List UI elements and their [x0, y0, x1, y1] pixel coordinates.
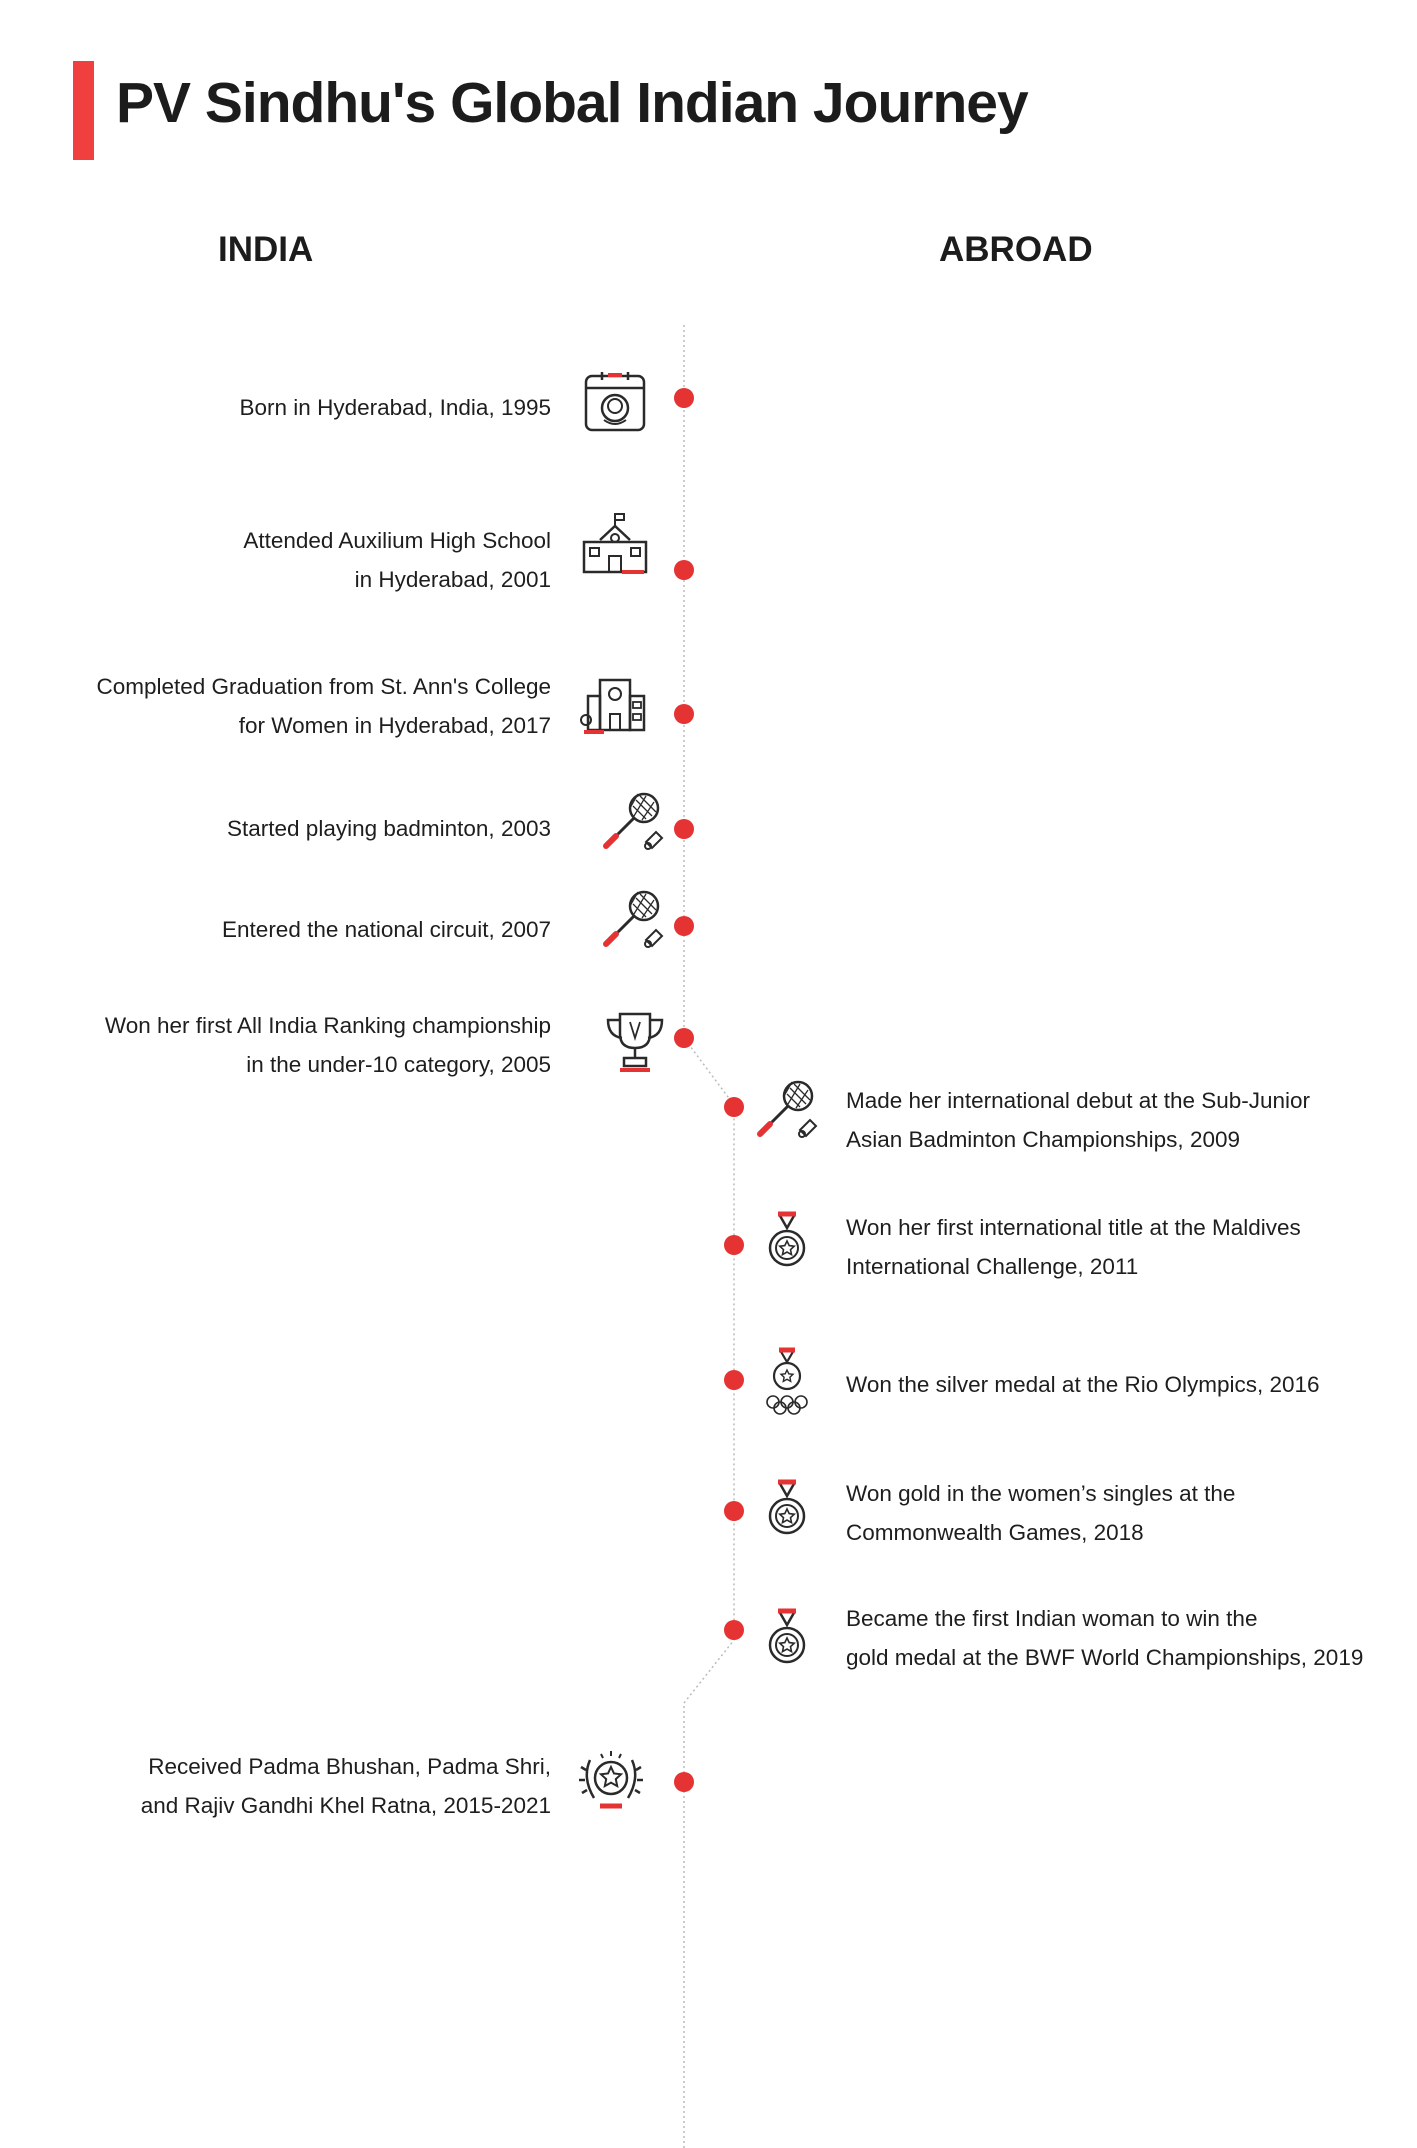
event-text-line: Asian Badminton Championships, 2009 — [846, 1127, 1240, 1152]
event-text — [846, 1081, 1310, 1159]
event-text-line: Commonwealth Games, 2018 — [846, 1520, 1144, 1545]
timeline-dot — [724, 1097, 744, 1117]
event-text-line: Became the first Indian woman to win the — [846, 1606, 1258, 1631]
event-text-line: Won gold in the women’s singles at the — [846, 1481, 1236, 1506]
event-text-line: for Women in Hyderabad, 2017 — [238, 713, 551, 738]
badminton-racket-icon — [754, 1076, 824, 1146]
event-text — [846, 1474, 1235, 1552]
timeline-dot — [724, 1370, 744, 1390]
event-text — [96, 667, 551, 745]
column-heading-abroad: ABROAD — [939, 230, 1093, 269]
timeline-dot — [674, 704, 694, 724]
badminton-racket-icon — [600, 788, 670, 858]
calendar-baby-icon — [580, 368, 650, 438]
timeline-dot — [674, 819, 694, 839]
event-text — [846, 1599, 1363, 1677]
olympic-medal-icon — [752, 1346, 822, 1416]
column-heading-india: INDIA — [218, 230, 314, 269]
timeline-dot — [674, 388, 694, 408]
event-text-line: and Rajiv Gandhi Khel Ratna, 2015-2021 — [140, 1793, 551, 1818]
event-text — [227, 809, 551, 848]
page-title: PV Sindhu's Global Indian Journey — [116, 71, 1028, 135]
medal-icon — [752, 1607, 822, 1677]
event-text-line: Won her first international title at the Maldives — [846, 1215, 1301, 1240]
laurel-star-award-icon — [576, 1748, 646, 1818]
event-text-line: Won her first All India Ranking championship — [104, 1013, 551, 1038]
school-building-icon — [580, 512, 650, 582]
event-text-line: in Hyderabad, 2001 — [354, 567, 551, 592]
medal-icon — [752, 1210, 822, 1280]
college-building-icon — [580, 674, 650, 744]
event-text — [222, 910, 551, 949]
event-text-line: International Challenge, 2011 — [846, 1254, 1139, 1279]
timeline-dot — [674, 1772, 694, 1792]
event-text-line: gold medal at the BWF World Championships, 2019 — [846, 1645, 1364, 1670]
badminton-racket-icon — [600, 886, 670, 956]
timeline-dot — [724, 1620, 744, 1640]
event-text-line: Entered the national circuit, 2007 — [222, 917, 551, 942]
event-text-line: Made her international debut at the Sub-Junior — [846, 1088, 1311, 1113]
event-text — [243, 521, 551, 599]
event-text — [105, 1006, 551, 1084]
timeline-dot — [724, 1501, 744, 1521]
event-text-line: Started playing badminton, 2003 — [227, 816, 551, 841]
event-text-line: Attended Auxilium High School — [243, 528, 551, 553]
event-text — [846, 1365, 1320, 1404]
event-text — [240, 388, 551, 427]
event-text-line: Received Padma Bhushan, Padma Shri, — [148, 1754, 551, 1779]
event-text-line: Born in Hyderabad, India, 1995 — [239, 395, 551, 420]
trophy-icon — [600, 1008, 670, 1078]
timeline-dot — [724, 1235, 744, 1255]
event-text-line: Won the silver medal at the Rio Olympics, 2016 — [846, 1372, 1320, 1397]
event-text — [141, 1747, 551, 1825]
timeline-dot — [674, 560, 694, 580]
event-text-line: Completed Graduation from St. Ann's College — [96, 674, 551, 699]
timeline-dot — [674, 1028, 694, 1048]
event-text — [846, 1208, 1301, 1286]
medal-icon — [752, 1478, 822, 1548]
timeline-dot — [674, 916, 694, 936]
event-text-line: in the under-10 category, 2005 — [246, 1052, 551, 1077]
